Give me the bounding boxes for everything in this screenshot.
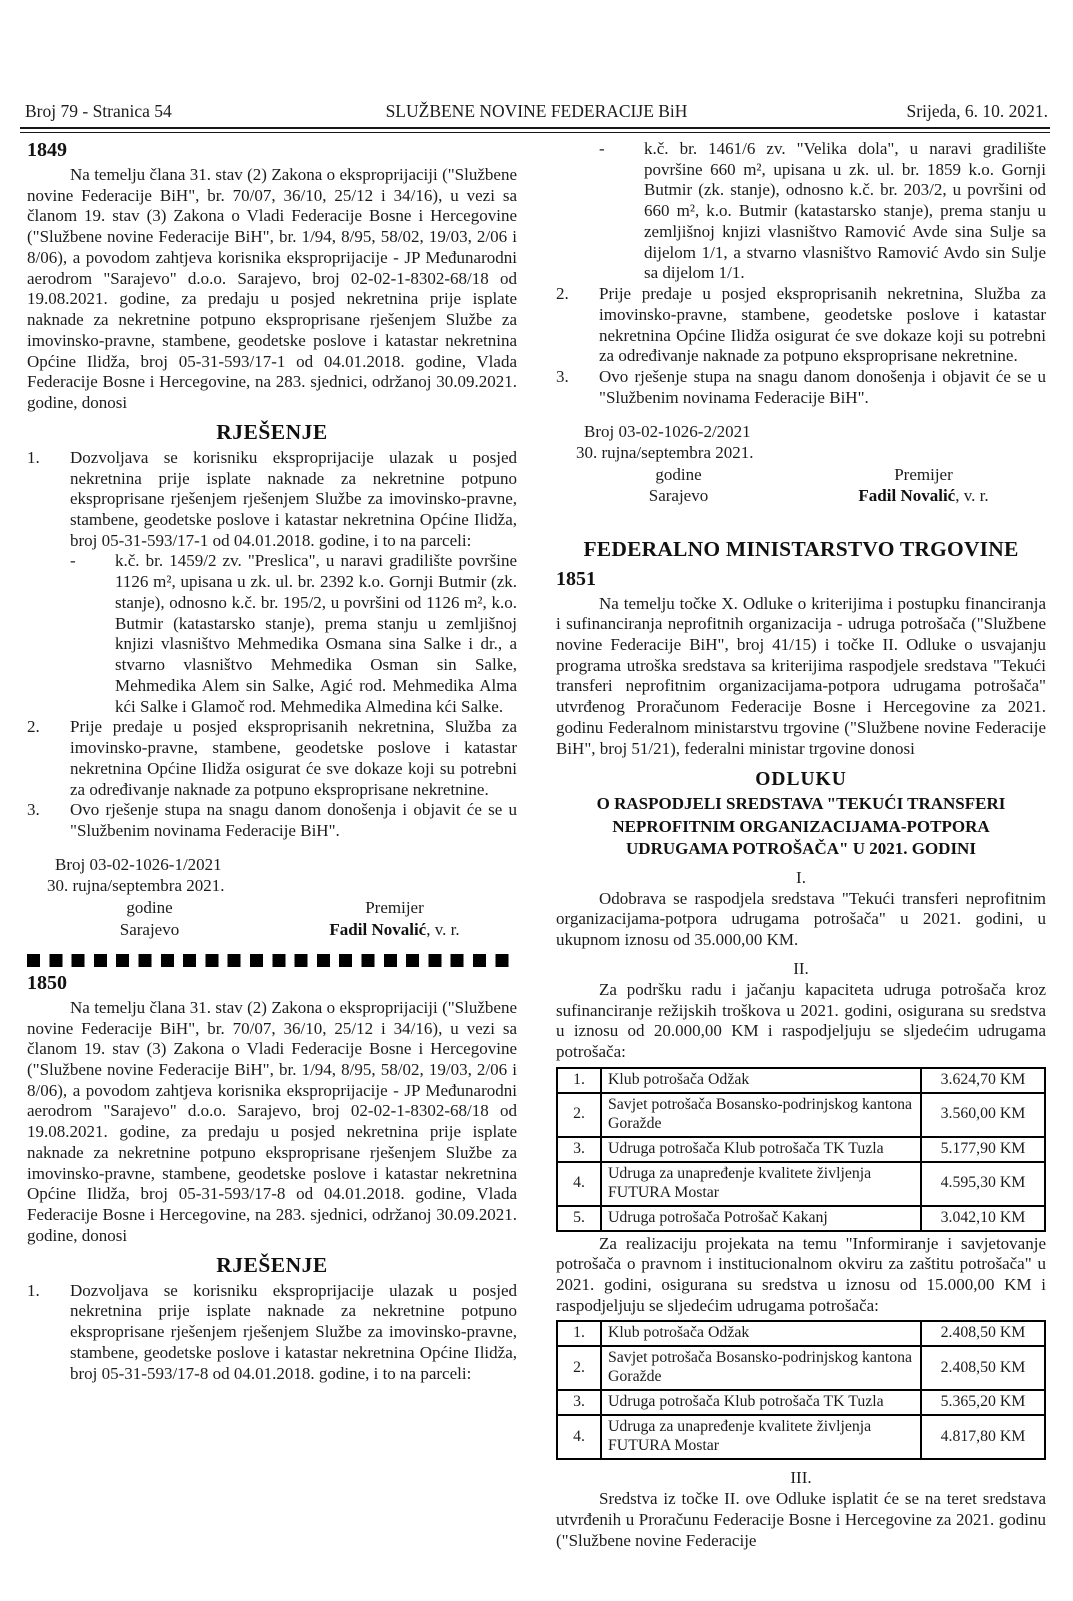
amount: 3.624,70 KM [921,1068,1045,1093]
association-name: Klub potrošača Odžak [601,1321,921,1346]
ministry-heading: FEDERALNO MINISTARSTVO TRGOVINE [583,536,1019,561]
page-content [27,139,1046,1551]
row-number: 2. [557,1093,601,1137]
section-label-3: III. [790,1468,812,1488]
amount: 2.408,50 KM [921,1321,1045,1346]
sub-bullet-text: k.č. br. 1461/6 zv. "Velika dola", u naravi gradilište površine 660 m², upisana u zk. ul. br. 1859 k.o. Gornji Butmir (zk. stanje), odnosno k.č. br. 203/2, u površini od 660 m², k.o. Butmir (katastarsko stanje), prema stanju u zemljišnoj knjizi vlasništvo Ramović Avde sina Sulje sa dijelom 1/1, a stvarno vlasništvo Ramović Avdo sin Sulje sa dijelom 1/1. [644,139,1046,283]
sig-name-suffix: , v. r. [955,486,989,506]
allocation-table-2 [556,1320,1046,1460]
sig-godine: godine [126,898,173,918]
dash-marker: - [70,551,76,571]
row-number: 4. [557,1415,601,1459]
amount: 4.595,30 KM [921,1162,1045,1206]
sig-name: Fadil Novalić [329,919,427,939]
decision-heading: ODLUKU [755,769,847,791]
resolution-heading: RJEŠENJE [216,1252,328,1277]
resolution-heading: RJEŠENJE [216,419,328,444]
sig-title: Premijer [894,465,953,485]
table-row [557,1093,1045,1137]
table-row [557,1068,1045,1093]
sig-city: Sarajevo [119,919,180,939]
sub-bullet [70,551,517,717]
page-header [25,101,1048,122]
doc-number: 1849 [27,139,67,161]
association-name: Udruga potrošača Klub potrošača TK Tuzla [601,1137,921,1162]
doc-number: 1850 [27,971,67,994]
amount: 3.042,10 KM [921,1206,1045,1231]
intro-paragraph: Na temelju točke X. Odluke o kriterijima i postupku financiranja i sufinanciranja neprofitnih organizacija - udruga potrošača ("Službene novine Federacije BiH", broj 41/15) i točke II. Odluke o usvajanju programa utroška sredstava sa kriterijima raspodjele sredstava "Tekući transferi neprofitnim organizacijama-potpora udrugama potrošača" utvrđenog Proračunom Federacije Bosne i Hercegovine za 2021. godinu Federalnom ministarstvu trgovine ("Službene novine Federacije BiH", broj 51/21), federalni ministar trgovine donosi [556,593,1046,758]
row-number: 3. [557,1137,601,1162]
list-item [27,717,517,800]
decision-subtitle: O RASPODJELI SREDSTAVA "TEKUĆI TRANSFERI NEPROFITNIM ORGANIZACIJAMA-POTPORA UDRUGAMA POTROŠAČA" U 2021. GODINI [596,794,1006,858]
header-rule [20,127,1050,133]
sig-name-line [801,485,1046,506]
left-column [27,139,517,1551]
dash-marker: - [599,139,605,158]
intro-paragraph: Na temelju člana 31. stav (2) Zakona o eksproprijaciji ("Službene novine Federacije BiH", br. 70/07, 36/10, 25/12 i 34/16), u vezi sa članom 19. stav (3) Zakona o Vladi Federacije Bosne i Hercegovine ("Službene novine Federacije BiH", br. 1/94, 8/95, 58/02, 19/03, 2/06 i 8/06), a povodom zahtjeva korisnika eksproprijacije - JP Međunarodni aerodrom "Sarajevo" d.o.o. Sarajevo, broj 02-02-1-8302-68/18 od 19.08.2021. godine, za predaju u posjed nekretnina prije isplate naknade za nekretnine potpuno eksproprisane rješenjem Službe za imovinsko-pravne, stambene, geodetske poslove i katastar nekretnina Općine Ilidža, broj 05-31-593/17-1 od 04.01.2018. godine, Vlada Federacije Bosne i Hercegovine, na 283. sjednici, održanoj 30.09.2021. godine, donosi [27,165,517,413]
amount: 5.177,90 KM [921,1137,1045,1162]
amount: 3.560,00 KM [921,1093,1045,1137]
sig-place [27,897,272,940]
table-row [557,1206,1045,1231]
sub-bullet [599,139,1046,284]
ministry-section [556,537,1046,1552]
section-divider [27,954,516,967]
document-1850 [27,972,517,1384]
list-item [556,284,1046,367]
section-1-paragraph: Odobrava se raspodjela sredstava "Tekući transferi neprofitnim organizacijama-potpora udrugama potrošača" u 2021. godini, u ukupnom iznosu od 35.000,00 KM. [556,888,1046,950]
sig-row [27,897,517,940]
sig-number: Broj 03-02-1026-2/2021 [584,421,751,441]
sig-official [801,464,1046,507]
item-text: Ovo rješenje stupa na snagu danom donošenja i objavit će se u "Službenim novinama Federacije BiH". [599,367,1046,407]
sig-number: Broj 03-02-1026-1/2021 [55,854,222,874]
row-number: 4. [557,1162,601,1206]
document-1849 [27,139,517,940]
signature-block [556,421,1046,507]
table-row [557,1137,1045,1162]
association-name: Klub potrošača Odžak [601,1068,921,1093]
sig-row [556,464,1046,507]
sig-name-suffix: , v. r. [426,919,460,939]
sig-name-line [272,919,517,940]
row-number: 2. [557,1346,601,1390]
association-name: Udruga potrošača Potrošač Kakanj [601,1206,921,1231]
list-item [27,800,517,841]
sig-name: Fadil Novalić [858,486,956,506]
table-row [557,1346,1045,1390]
signature-block [27,854,517,940]
section-2-paragraph: Za podršku radu i jačanju kapaciteta udruga potrošača kroz sufinanciranje režijskih troškova u 2021. godini, osigurana su sredstva u iznosu od 20.000,00 KM i raspodjeljuju se sljedećim udrugama potrošača: [556,979,1046,1062]
doc-number: 1851 [556,567,596,590]
row-number: 1. [557,1321,601,1346]
item-number: 3. [556,367,569,387]
sig-godine: godine [655,465,702,485]
list-item [27,1281,517,1385]
row-number: 3. [557,1390,601,1415]
allocation-table-1 [556,1067,1046,1232]
issue-date-label: Srijeda, 6. 10. 2021. [906,101,1048,121]
right-column [556,139,1046,1551]
item-number: 2. [556,284,569,304]
association-name: Savjet potrošača Bosansko-podrinjskog kantona Goražde [601,1093,921,1137]
item-text: Prije predaje u posjed eksproprisanih nekretnina, Služba za imovinsko-pravne, stambene, geodetske poslove i katastar nekretnina Općine Ilidža osigurat će sve dokaze koji su potrebni za određivanje naknade za potpuno eksproprisane nekretnine. [70,717,517,799]
sig-city: Sarajevo [648,486,709,506]
section-2b-paragraph: Za realizaciju projekata na temu "Informiranje i savjetovanje potrošača o pravnom i institucionalnom okviru za zaštitu potrošača" u 2021. godini, osigurana su sredstva u iznosu od 15.000,00 KM i raspodjeljuju se sljedećim udrugama potrošača: [556,1233,1046,1315]
item-text: Dozvoljava se korisniku eksproprijacije ulazak u posjed nekretnina prije isplate naknade za nekretnine potpuno eksproprisane rješenjem rješenjem Službe za imovinsko-pravne, stambene, geodetske poslove i katastar nekretnina Općine Ilidža, broj 05-31-593/17-8 od 04.01.2018. godine, i to na parceli: [70,1280,517,1383]
sub-bullet-text: k.č. br. 1459/2 zv. "Preslica", u naravi gradilište površine 1126 m², upisana u zk. ul. br. 2392 k.o. Gornji Butmir (zk. stanje), odnosno k.č. br. 195/2, u površini od 1126 m², k.o. Butmir (katastarsko stanje), prema stanju u zemljišnoj knjizi vlasništvo Mehmedika Osmana sina Salke i dr., a stvarno vlasništvo Mehmedika Osman sin Salke, Mehmedika Alem sin Salke, Agić rod. Mehmedika Alma kći Salke i Glamoč rod. Mehmedika Almedina kći Salke. [115,551,517,716]
association-name: Savjet potrošača Bosansko-podrinjskog kantona Goražde [601,1346,921,1390]
sig-official [272,897,517,940]
issue-page-label: Broj 79 - Stranica 54 [25,101,172,121]
item-number: 2. [27,717,40,737]
list-item [27,448,517,552]
section-label-1: I. [796,867,806,887]
association-name: Udruga potrošača Klub potrošača TK Tuzla [601,1390,921,1415]
table-row [557,1321,1045,1346]
amount: 2.408,50 KM [921,1346,1045,1390]
amount: 5.365,20 KM [921,1390,1045,1415]
item-number: 1. [27,1280,40,1300]
item-number: 1. [27,447,40,467]
document-1850-continued [556,139,1046,507]
table-row [557,1390,1045,1415]
sig-place [556,464,801,507]
sig-title: Premijer [365,898,424,918]
item-number: 3. [27,800,40,820]
gazette-title: SLUŽBENE NOVINE FEDERACIJE BiH [385,101,688,121]
association-name: Udruga za unapređenje kvalitete življenja FUTURA Mostar [601,1162,921,1206]
row-number: 5. [557,1206,601,1231]
sig-date: 30. rujna/septembra 2021. [47,876,225,896]
amount: 4.817,80 KM [921,1415,1045,1459]
row-number: 1. [557,1068,601,1093]
item-text: Dozvoljava se korisniku eksproprijacije ulazak u posjed nekretnina prije isplate naknade za nekretnine potpuno eksproprisane rješenjem rješenjem Službe za imovinsko-pravne, stambene, geodetske poslove i katastar nekretnina Općine Ilidža, broj 05-31-593/17-1 od 04.01.2018. godine, i to na parceli: [70,447,517,550]
section-label-2: II. [793,958,809,978]
section-3-paragraph: Sredstva iz točke II. ove Odluke isplatit će se na teret sredstava utvrđenih u Proračunu Federacije Bosne i Hercegovine za 2021. godinu ("Službene novine Federacije [556,1489,1046,1550]
list-item [556,367,1046,408]
intro-paragraph: Na temelju člana 31. stav (2) Zakona o eksproprijaciji ("Službene novine Federacije BiH", br. 70/07, 36/10, 25/12 i 34/16), u vezi sa članom 19. stav (3) Zakona o Vladi Federacije Bosne i Hercegovine ("Službene novine Federacije BiH", br. 1/94, 8/95, 58/02, 19/03, 2/06 i 8/06), a povodom zahtjeva korisnika eksproprijacije - JP Međunarodni aerodrom "Sarajevo" d.o.o. Sarajevo, broj 02-02-1-8302-68/18 od 19.08.2021. godine, za predaju u posjed nekretnina prije isplate naknade za nekretnine potpuno eksproprisane rješenjem Službe za imovinsko-pravne, stambene, geodetske poslove i katastar nekretnina Općine Ilidža, broj 05-31-593/17-8 od 04.01.2018. godine, Vlada Federacije Bosne i Hercegovine, na 283. sjednici, održanoj 30.09.2021. godine, donosi [27,997,517,1245]
sig-date: 30. rujna/septembra 2021. [576,442,754,462]
association-name: Udruga za unapređenje kvalitete življenja FUTURA Mostar [601,1415,921,1459]
item-text: Prije predaje u posjed eksproprisanih nekretnina, Služba za imovinsko-pravne, stambene, geodetske poslove i katastar nekretnina Općine Ilidža osigurat će sve dokaze koji su potrebni za određivanje naknade za potpuno eksproprisane nekretnine. [599,284,1046,366]
item-text: Ovo rješenje stupa na snagu danom donošenja i objavit će se u "Službenim novinama Federacije BiH". [70,800,517,841]
table-row [557,1162,1045,1206]
table-row [557,1415,1045,1459]
